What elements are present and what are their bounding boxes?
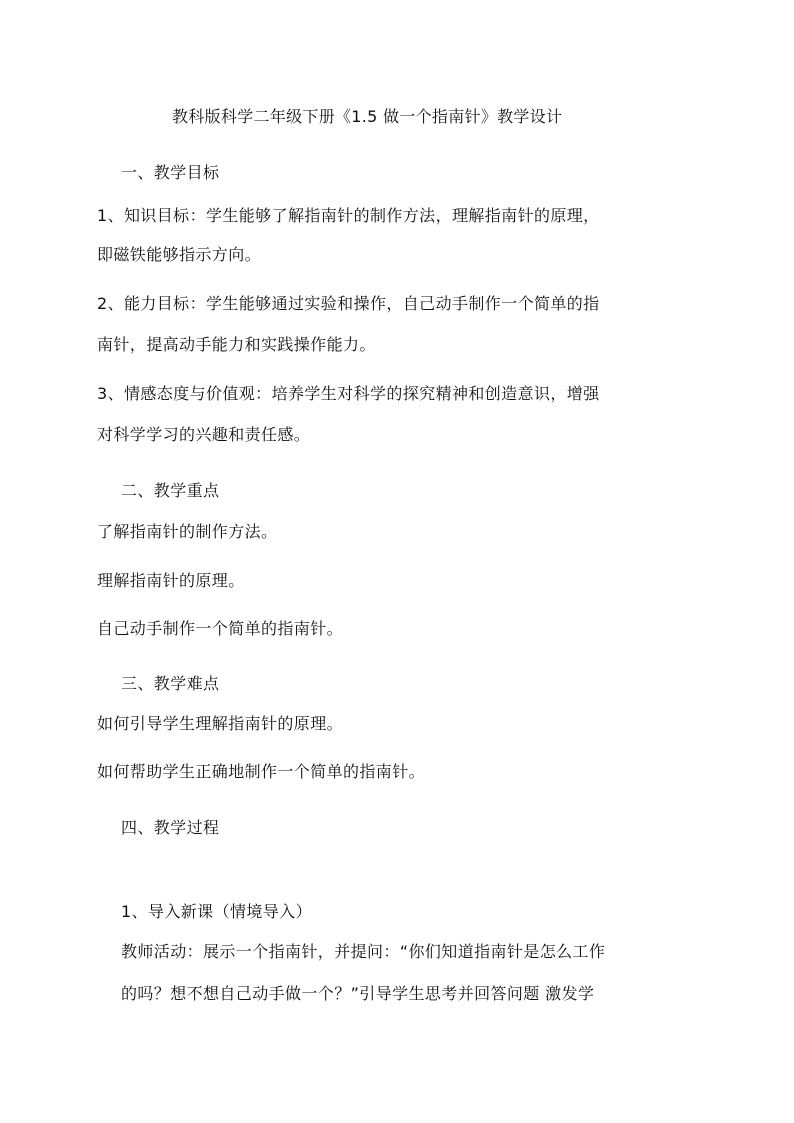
section-heading-process: 四、教学过程 xyxy=(121,818,220,837)
process-step-1-line-1: 教师活动：展示一个指南针，并提问：“你们知道指南针是怎么工作 xyxy=(121,942,606,961)
key-point-item: 了解指南针的制作方法。 xyxy=(97,522,278,541)
objective-3-line-2: 对科学学习的兴趣和责任感。 xyxy=(97,425,311,444)
process-step-1-line-2: 的吗？想不想自己动手做一个？”引导学生思考并回答问题 激发学 xyxy=(121,984,595,1003)
document-title: 教科版科学二年级下册《1.5 做一个指南针》教学设计 xyxy=(172,107,563,126)
difficulty-item: 如何帮助学生正确地制作一个简单的指南针。 xyxy=(97,762,426,781)
difficulty-item: 如何引导学生理解指南针的原理。 xyxy=(97,714,344,733)
section-heading-difficulties: 三、教学难点 xyxy=(121,674,220,693)
key-point-item: 自己动手制作一个简单的指南针。 xyxy=(97,619,344,638)
section-heading-objectives: 一、教学目标 xyxy=(121,163,220,182)
objective-1-line-1: 1、知识目标：学生能够了解指南针的制作方法，理解指南针的原理， xyxy=(97,206,600,225)
objective-2-line-1: 2、能力目标：学生能够通过实验和操作，自己动手制作一个简单的指 xyxy=(97,294,600,313)
section-heading-key-points: 二、教学重点 xyxy=(121,481,220,500)
process-step-1-heading: 1、导入新课（情境导入） xyxy=(121,902,312,921)
key-point-item: 理解指南针的原理。 xyxy=(97,571,245,590)
objective-2-line-2: 南针，提高动手能力和实践操作能力。 xyxy=(97,335,376,354)
objective-1-line-2: 即磁铁能够指示方向。 xyxy=(97,245,262,264)
objective-3-line-1: 3、情感态度与价值观：培养学生对科学的探究精神和创造意识，增强 xyxy=(97,384,600,403)
